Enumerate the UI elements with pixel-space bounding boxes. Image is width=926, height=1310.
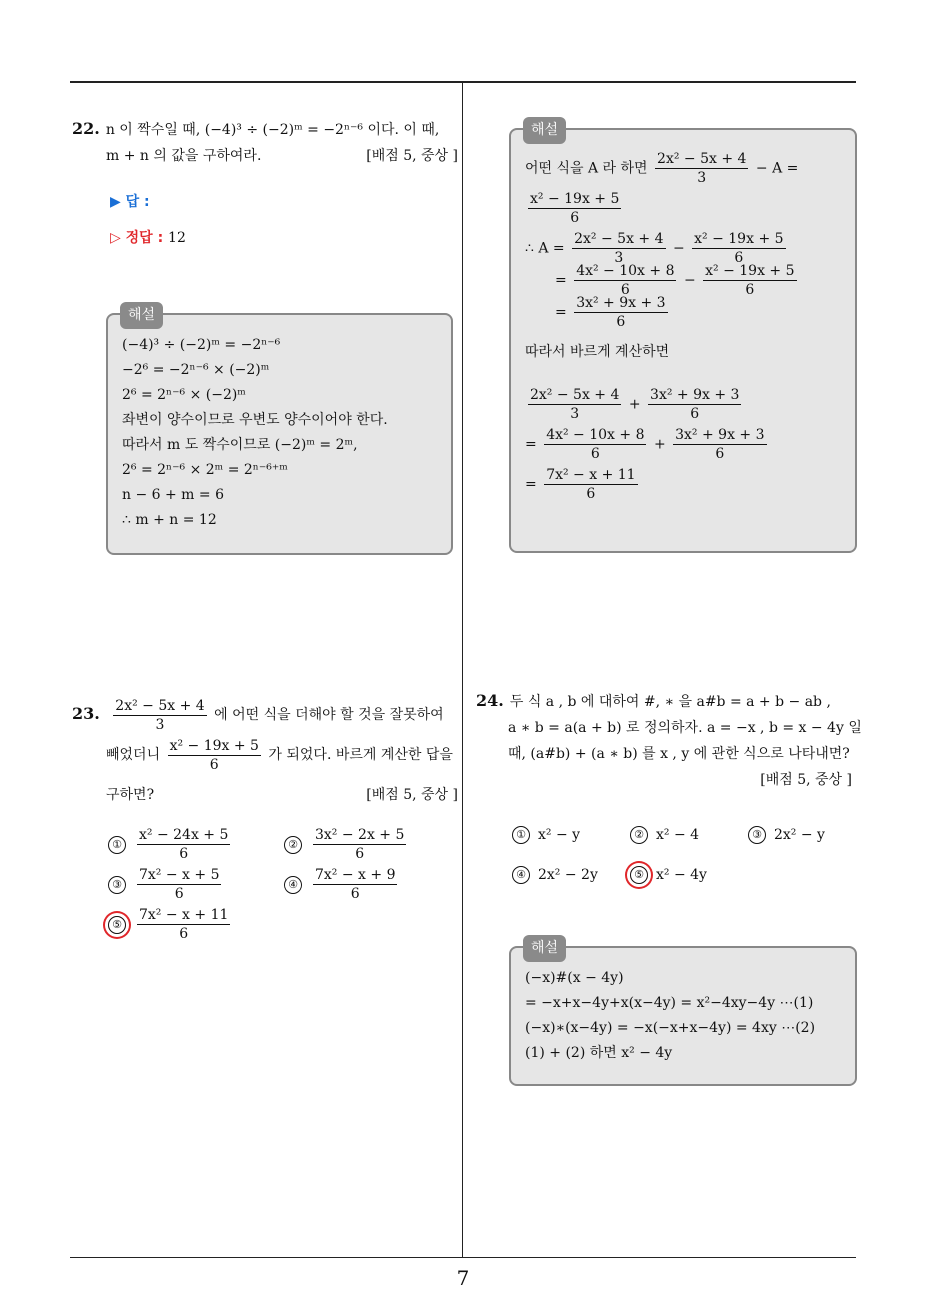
correct-answer <box>110 227 186 247</box>
fraction: $\frac{\text{x² − 19x + 5}}{6}$ <box>694 231 784 266</box>
fraction: $\frac{\text{4x² − 10x + 8}}{6}$ <box>546 427 645 462</box>
solution-text: 어떤 식을 A 라 하면 <box>525 160 648 177</box>
choice-4[interactable]: ④ $\frac{\text{7x² − x + 9}}{6}$ <box>284 866 400 903</box>
solution-text: ∴ A = <box>525 240 565 257</box>
solution-box-24 <box>509 940 857 1086</box>
solution-line: n − 6 + m = 6 <box>122 487 224 503</box>
choices-24 <box>512 826 852 886</box>
fraction: $\frac{\text{3x² + 9x + 3}}{6}$ <box>576 295 666 330</box>
choice-3[interactable]: ③ $\frac{\text{7x² − x + 5}}{6}$ <box>108 866 224 903</box>
fraction: $\frac{\text{2x² − 5x + 4}}{3}$ <box>657 151 747 186</box>
solution-line: 따라서 m 도 짝수이므로 (−2)ᵐ = 2ᵐ, <box>122 437 358 453</box>
question-24 <box>476 688 860 793</box>
bottom-rule <box>70 1257 856 1258</box>
solution-text: 따라서 바르게 계산하면 <box>525 344 670 360</box>
fraction: $\frac{\text{3x² + 9x + 3}}{6}$ <box>675 427 765 462</box>
solution-line: ∴ m + n = 12 <box>122 512 217 528</box>
choice-4[interactable]: ④ 2x² − 2y <box>512 866 598 884</box>
solution-line: (−x)∗(x−4y) = −x(−x+x−4y) = 4xy ⋯(2) <box>525 1020 816 1036</box>
page-number: 7 <box>456 1266 470 1290</box>
fraction: $\frac{\text{2x² − 5x + 4}}{3}$ <box>574 231 664 266</box>
question-number: 22. <box>72 119 100 138</box>
solution-line: −2⁶ = −2ⁿ⁻⁶ × (−2)ᵐ <box>122 362 270 378</box>
solution-line: (−4)³ ÷ (−2)ᵐ = −2ⁿ⁻⁶ <box>122 337 281 353</box>
question-text: 빼었더니 <box>106 747 161 763</box>
fraction: $\frac{\text{x² − 19x + 5}}{6}$ <box>169 737 259 773</box>
question-23 <box>72 694 458 815</box>
question-text: 때, (a#b) + (a ∗ b) 를 x , y 에 관한 식으로 나타내면? <box>508 746 850 762</box>
choice-5-selected[interactable]: ⑤ x² − 4y <box>630 866 707 884</box>
solution-line: (−x)#(x − 4y) <box>525 970 624 986</box>
fraction: $\frac{\text{x² − 19x + 5}}{6}$ <box>530 191 620 226</box>
solution-box-22 <box>106 307 453 555</box>
fraction: $\frac{\text{2x² − 5x + 4}}{3}$ <box>530 387 620 422</box>
choice-1[interactable]: ① $\frac{\text{x² − 24x + 5}}{6}$ <box>108 826 233 863</box>
solution-text: − A = <box>755 160 799 177</box>
column-divider <box>462 83 463 1258</box>
choice-2[interactable]: ② x² − 4 <box>630 826 699 844</box>
solution-tab: 해설 <box>120 302 163 329</box>
fraction: $\frac{\text{x² − 19x + 5}}{6}$ <box>705 263 795 298</box>
solution-line: 2⁶ = 2ⁿ⁻⁶ × 2ᵐ = 2ⁿ⁻⁶⁺ᵐ <box>122 462 288 478</box>
solution-line: 좌변이 양수이므로 우변도 양수이어야 한다. <box>122 412 388 428</box>
score-label: [배점 5, 중상 ] <box>366 787 458 803</box>
score-label: [배점 5, 중상 ] <box>366 148 458 164</box>
top-rule <box>70 81 856 83</box>
correct-label: ▷ 정답 : <box>110 230 164 246</box>
question-number: 24. <box>476 691 504 710</box>
solution-line: = −x+x−4y+x(x−4y) = x²−4xy−4y ⋯(1) <box>525 995 814 1011</box>
solution-line: 2⁶ = 2ⁿ⁻⁶ × (−2)ᵐ <box>122 387 246 403</box>
choices-23 <box>108 826 448 946</box>
score-label: [배점 5, 중상 ] <box>760 772 852 788</box>
fraction: $\frac{\text{3x² + 9x + 3}}{6}$ <box>650 387 740 422</box>
choice-1[interactable]: ① x² − y <box>512 826 580 844</box>
choice-5-selected[interactable]: ⑤ $\frac{\text{7x² − x + 11}}{6}$ <box>108 906 233 943</box>
choice-2[interactable]: ② $\frac{\text{3x² − 2x + 5}}{6}$ <box>284 826 409 863</box>
choice-3[interactable]: ③ 2x² − y <box>748 826 825 844</box>
fraction: $\frac{\text{7x² − x + 11}}{6}$ <box>546 467 636 502</box>
question-text: m + n 의 값을 구하여라. <box>106 148 262 164</box>
answer-label: ▶ 답 : <box>110 194 150 210</box>
question-22 <box>72 116 458 169</box>
solution-box-23: 해설 어떤 식을 A 라 하면 $\frac{\text{2x² − 5x + 4}}{3}$ − A = $\frac{\text{x² − 19x + 5}}{6}$ ∴ A = $\frac{\text{2x² − 5x + 4}}{3}$ − $\frac{\text{x² − 19x + 5}}{6}$ = $\frac{\text{4x² − 10x + 8}}{6}$ − $\frac{\text{x² − 19x + 5}}{6}$ = $\frac{\text{3x² + 9x + 3}}{6}$ 따라서 바르게 계산하면 $\frac{\text{2x² − 5x + 4}}{3}$ + $\frac{\text{3x² + 9x + 3}}{6}$ = $\frac{\text{4x² − 10x + 8}}{6}$ + $\frac{\text{3x² + 9x + 3}}{6}$ = $\frac{\text{7x² − x + 11}}{6}$ <box>509 128 857 553</box>
question-text: 가 되었다. 바르게 계산한 답을 <box>268 747 453 763</box>
question-number: 23. <box>72 704 100 723</box>
fraction: $\frac{\text{2x² − 5x + 4}}{3}$ <box>115 697 205 733</box>
question-text: 에 어떤 식을 더해야 할 것을 잘못하여 <box>214 707 444 723</box>
question-text: 두 식 a , b 에 대하여 #, ∗ 을 a#b = a + b − ab , <box>509 694 831 710</box>
solution-tab: 해설 <box>523 117 566 144</box>
question-text: 구하면? <box>106 787 155 803</box>
correct-value: 12 <box>168 230 186 246</box>
question-text: n 이 짝수일 때, (−4)³ ÷ (−2)ᵐ = −2ⁿ⁻⁶ 이다. 이 때, <box>105 122 440 138</box>
solution-tab: 해설 <box>523 935 566 962</box>
fraction: $\frac{\text{4x² − 10x + 8}}{6}$ <box>576 263 675 298</box>
question-text: a ∗ b = a(a + b) 로 정의하자. a = −x , b = x − 4y 일 <box>508 720 862 736</box>
solution-line: (1) + (2) 하면 x² − 4y <box>525 1045 673 1061</box>
